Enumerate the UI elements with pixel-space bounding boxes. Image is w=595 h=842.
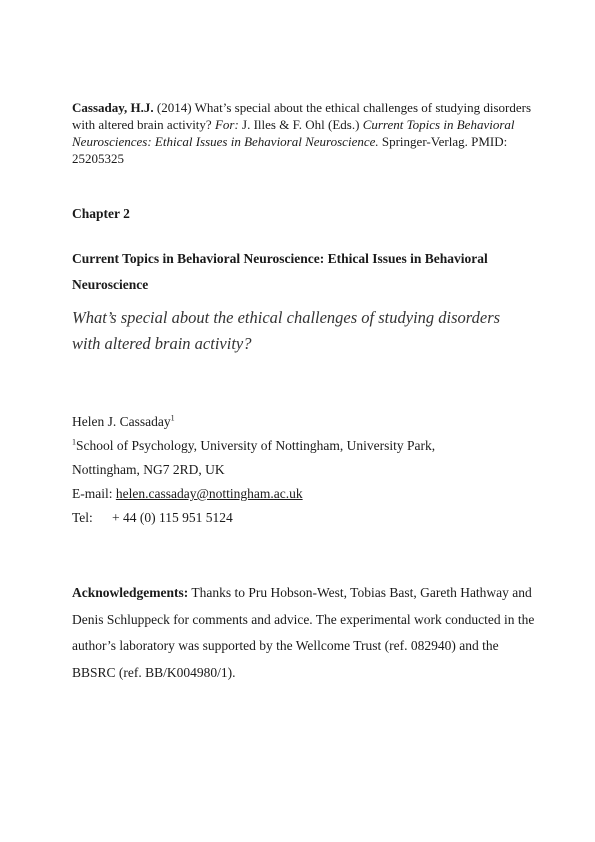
ack-text: Thanks to Pru Hobson-West, Tobias Bast, Gareth Hathway and Denis Schluppeck for comments and advice. The experimental work conducted in the author’s laboratory was supported by the Wellcome Trust (ref. 082940) and the BBSRC (ref. BB/K004980/1). <box>72 585 535 680</box>
affiliation-line-1 <box>72 434 532 458</box>
acknowledgements <box>72 580 537 686</box>
tel-number: + 44 (0) 115 951 5124 <box>112 510 233 525</box>
paper-title: What’s special about the ethical challenges of studying disorders with altered brain activity? <box>72 308 501 353</box>
author-sup: 1 <box>170 413 175 423</box>
citation-author: Cassaday, H.J. <box>72 100 154 115</box>
ack-label: Acknowledgements: <box>72 585 189 600</box>
affiliation-line-2: Nottingham, NG7 2RD, UK <box>72 462 225 477</box>
email-link[interactable]: helen.cassaday@nottingham.ac.uk <box>115 486 303 501</box>
citation <box>72 99 532 167</box>
book-title: Current Topics in Behavioral Neuroscience: Ethical Issues in Behavioral Neuroscience <box>72 251 488 292</box>
citation-publisher: Springer-Verlag. PMID: 25205325 <box>72 134 508 166</box>
citation-text: (2014) What’s special about the ethical challenges of studying disorders with altered brain activity? <box>72 100 532 132</box>
email-label: E-mail: <box>72 486 116 501</box>
email-line <box>72 482 532 506</box>
tel-label: Tel: <box>72 510 93 525</box>
affiliation-text-1: School of Psychology, University of Nottingham, University Park, <box>76 438 436 453</box>
author-name-line <box>72 410 532 434</box>
author-name: Helen J. Cassaday <box>72 414 171 429</box>
citation-book: Current Topics in Behavioral Neurosciences: Ethical Issues in Behavioral Neuroscience. <box>72 117 515 149</box>
author-block <box>72 410 532 530</box>
chapter-heading: Chapter 2 <box>72 206 130 221</box>
citation-for-label: For: <box>214 117 239 132</box>
tel-line <box>72 506 532 530</box>
citation-editors: J. Illes & F. Ohl (Eds.) <box>238 117 363 132</box>
affiliation-sup: 1 <box>72 437 76 447</box>
